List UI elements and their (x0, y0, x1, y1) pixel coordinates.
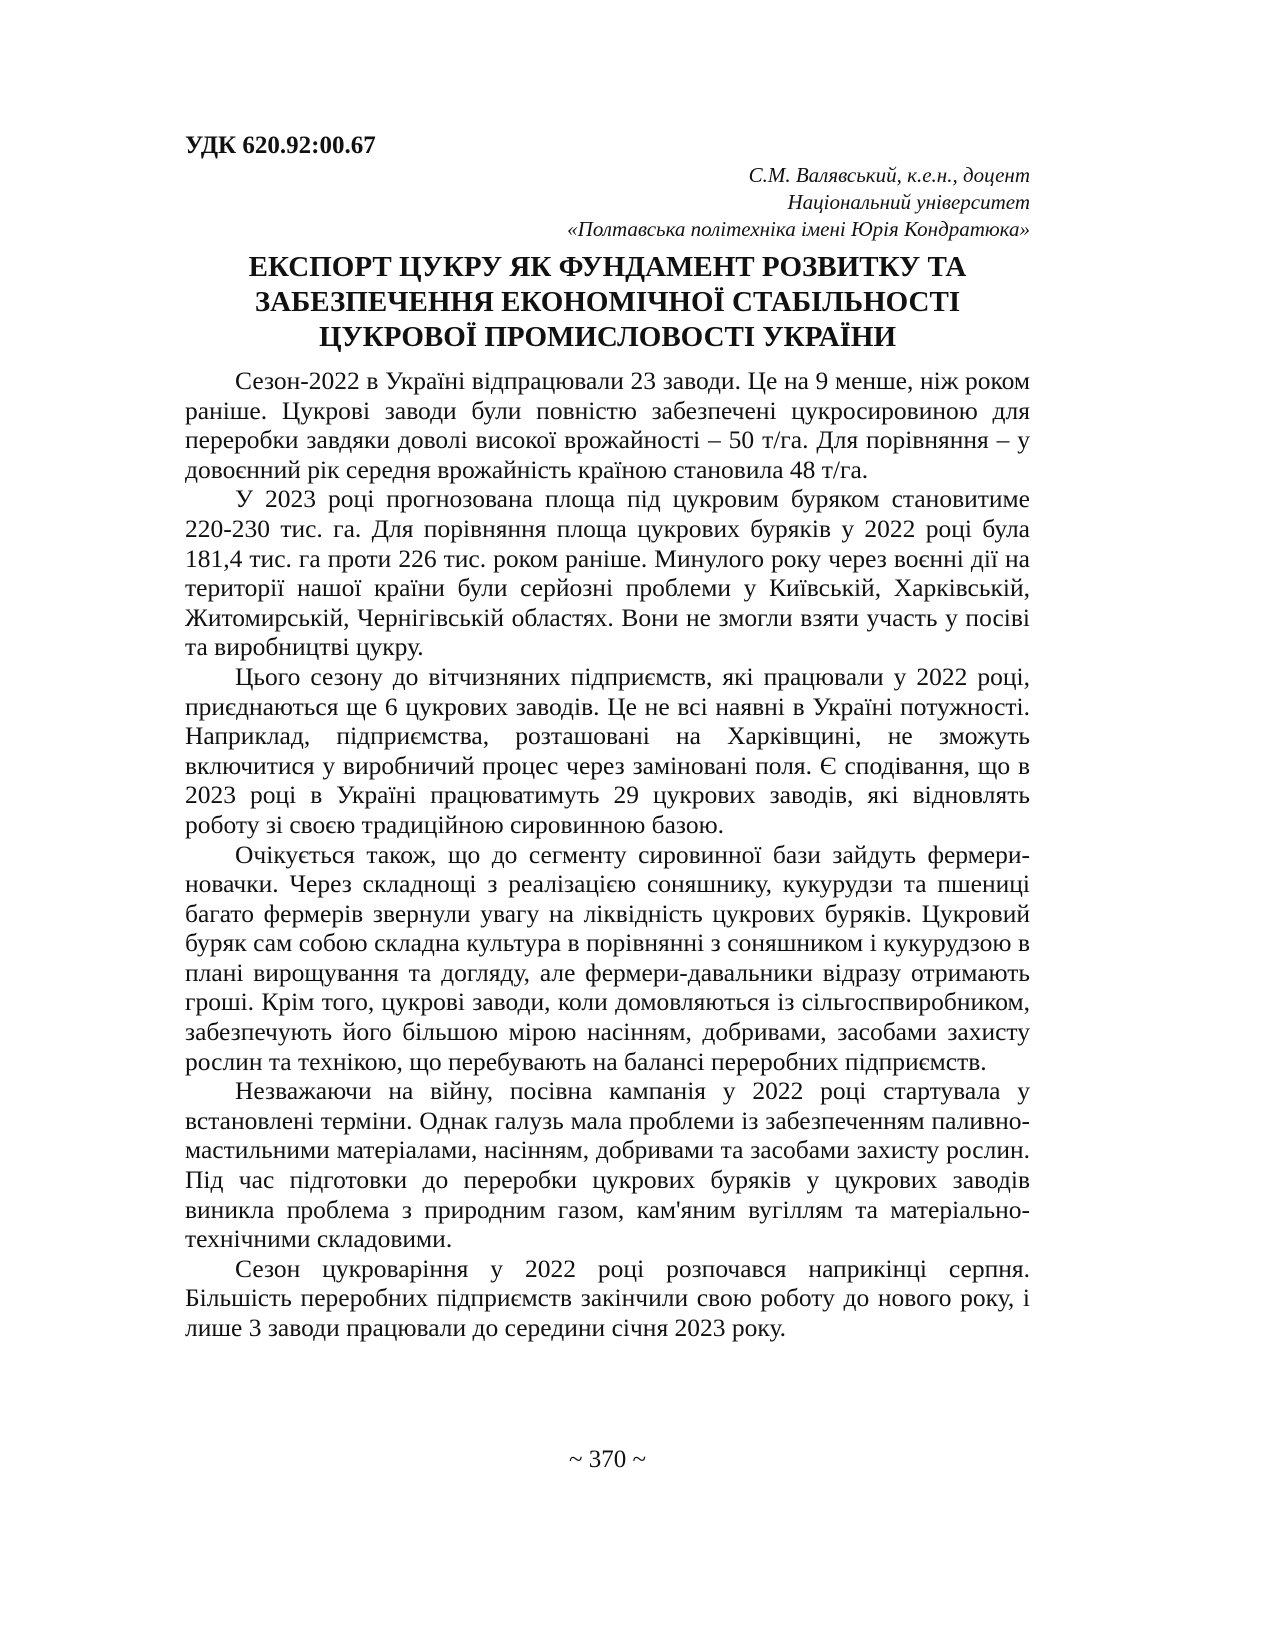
paragraph: Цього сезону до вітчизняних підприємств, які працювали у 2022 році, приєднаються ще 6 цукрових заводів. Це не всі наявні в Україні потужності. Наприклад, підприємства, розташовані на Харківщині, не зможуть включитися у виробничий процес через заміновані поля. Є сподівання, що в 2023 році в Україні працюватимуть 29 цукрових заводів, які відновлять роботу зі своєю традиційною сировинною базою. (185, 661, 1030, 839)
article-title (185, 250, 1030, 355)
title-line: ЕКСПОРТ ЦУКРУ ЯК ФУНДАМЕНТ РОЗВИТКУ ТА (248, 251, 967, 283)
udk-code: УДК 620.92:00.67 (185, 132, 376, 159)
paragraph: Сезон-2022 в Україні відпрацювали 23 заводи. Це на 9 менше, ніж роком раніше. Цукрові заводи були повністю забезпечені цукросировиною для переробки завдяки доволі високої врожайності – 50 т/га. Для порівняння – у довоєнний рік середня врожайність країною становила 48 т/га. (185, 366, 1030, 484)
author-affiliation: «Полтавська політехніка імені Юрія Кондратюка» (567, 217, 1030, 241)
title-line: ЦУКРОВОЇ ПРОМИСЛОВОСТІ УКРАЇНИ (318, 321, 897, 353)
author-name: С.М. Валявський, к.е.н., доцент (748, 163, 1030, 187)
paragraph: Сезон цукроваріння у 2022 році розпочався наприкінці серпня. Більшість переробних підприємств закінчили свою роботу до нового року, і лише 3 заводи працювали до середини січня 2023 року. (185, 1253, 1030, 1342)
title-line: ЗАБЕЗПЕЧЕННЯ ЕКОНОМІЧНОЇ СТАБІЛЬНОСТІ (254, 286, 961, 318)
paragraph: Незважаючи на війну, посівна кампанія у 2022 році стартувала у встановлені терміни. Однак галузь мала проблеми із забезпеченням паливно-мастильними матеріалами, насінням, добривами та засобами захисту рослин. Під час підготовки до переробки цукрових буряків у цукрових заводів виникла проблема з природним газом, кам'яним вугіллям та матеріально-технічними складовими. (185, 1076, 1030, 1254)
page-number: ~ 370 ~ (568, 1446, 647, 1473)
paragraph: Очікується також, що до сегменту сировинної бази зайдуть фермери-новачки. Через складнощі з реалізацією соняшнику, кукурудзи та пшениці багато фермерів звернули увагу на ліквідність цукрових буряків. Цукровий буряк сам собою складна культура в порівнянні з соняшником і кукурудзою в плані вирощування та догляду, але фермери-давальники відразу отримають гроші. Крім того, цукрові заводи, коли домовляються із сільгоспвиробником, забезпечують його більшою мірою насінням, добривами, засобами захисту рослин та технікою, що перебувають на балансі переробних підприємств. (185, 839, 1030, 1076)
author-block (567, 162, 1030, 243)
article-body (185, 366, 1030, 1343)
paragraph: У 2023 році прогнозована площа під цукровим буряком становитиме 220-230 тис. га. Для порівняння площа цукрових буряків у 2022 році була 181,4 тис. га проти 226 тис. роком раніше. Минулого року через воєнні дії на території нашої країни були серйозні проблеми у Київській, Харківській, Житомирській, Чернігівській областях. Вони не змогли взяти участь у посіві та виробництві цукру. (185, 484, 1030, 662)
author-affiliation: Національний університет (787, 190, 1030, 214)
